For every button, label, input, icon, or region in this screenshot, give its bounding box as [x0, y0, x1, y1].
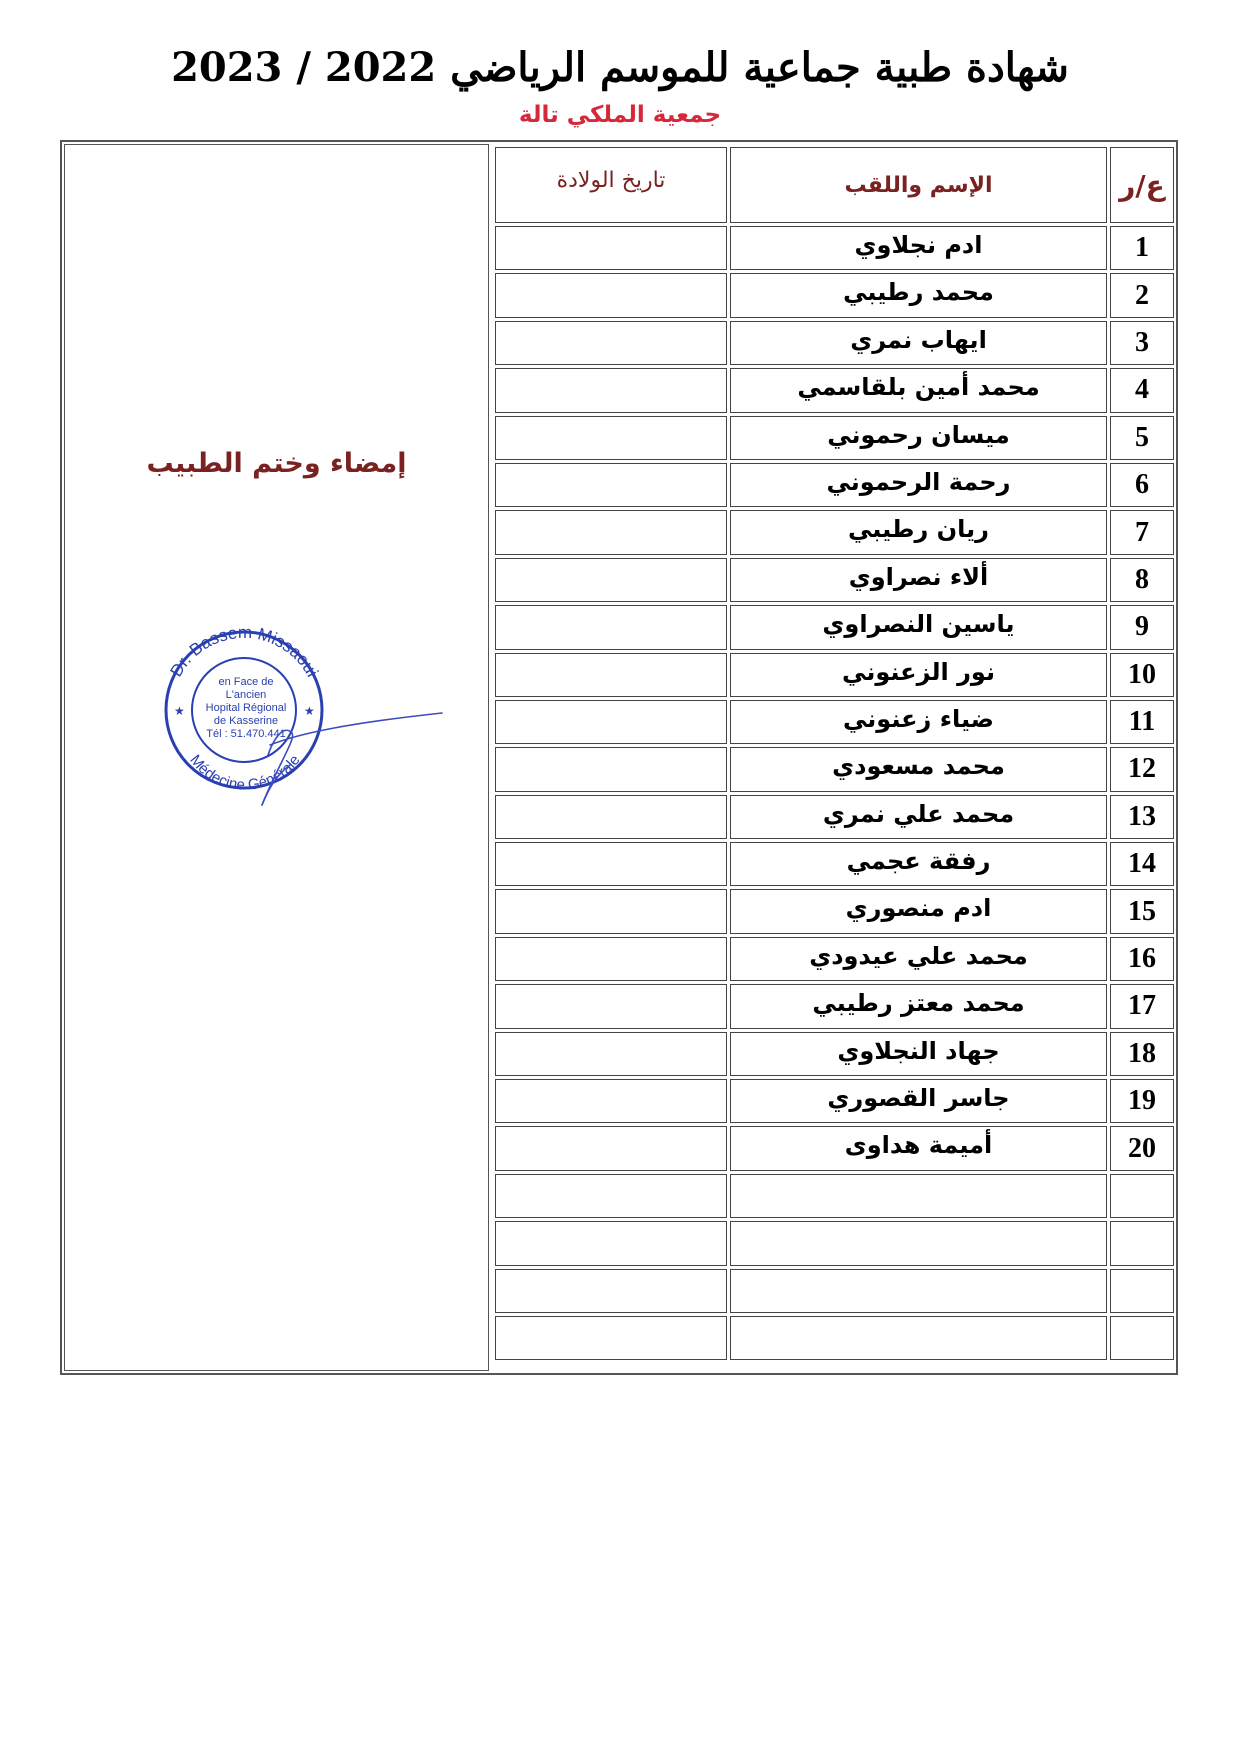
table-row: [495, 226, 1174, 270]
birth-date-cell: [495, 558, 727, 602]
table-row: [495, 463, 1174, 507]
row-number-cell: [1110, 1269, 1174, 1313]
row-number-cell: 17: [1110, 984, 1174, 1028]
stamp-line: Tél : 51.470.441: [206, 728, 286, 740]
player-name-cell: محمد مسعودي: [730, 747, 1107, 791]
row-number-cell: 19: [1110, 1079, 1174, 1123]
birth-date-cell: [495, 700, 727, 744]
row-number-cell: 20: [1110, 1126, 1174, 1170]
birth-date-cell: [495, 605, 727, 649]
row-number-cell: 7: [1110, 510, 1174, 554]
birth-date-cell: [495, 937, 727, 981]
row-number-cell: 2: [1110, 273, 1174, 317]
birth-date-cell: [495, 653, 727, 697]
table-row: [495, 700, 1174, 744]
stamp-line: en Face de: [218, 676, 274, 688]
row-number-cell: 14: [1110, 842, 1174, 886]
table-row: [495, 321, 1174, 365]
row-number-cell: 1: [1110, 226, 1174, 270]
header-name: الإسم واللقب: [730, 147, 1107, 223]
doctor-stamp: [150, 615, 450, 815]
club-name: جمعية الملكي تالة: [518, 102, 722, 128]
table-row: [495, 1269, 1174, 1313]
row-number-cell: 16: [1110, 937, 1174, 981]
player-name-cell: ياسين النصراوي: [730, 605, 1107, 649]
birth-date-cell: [495, 368, 727, 412]
birth-date-cell: [495, 1174, 727, 1218]
stamp-line: L'ancien: [225, 689, 267, 701]
table-row: [495, 889, 1174, 933]
table-row: [495, 1316, 1174, 1360]
svg-text:★: ★: [174, 704, 185, 718]
birth-date-cell: [495, 1316, 727, 1360]
player-name-cell: نور الزعنوني: [730, 653, 1107, 697]
table-row: [495, 1221, 1174, 1265]
table-row: [495, 558, 1174, 602]
stamp-line: Hopital Régional: [205, 702, 287, 714]
table-row: [495, 1174, 1174, 1218]
stamp-line: de Kasserine: [213, 715, 279, 727]
header-row: [495, 147, 1174, 223]
row-number-cell: [1110, 1174, 1174, 1218]
birth-date-cell: [495, 1032, 727, 1076]
player-name-cell: محمد علي نمري: [730, 795, 1107, 839]
player-name-cell: [730, 1174, 1107, 1218]
table-row: [495, 937, 1174, 981]
row-number-cell: 9: [1110, 605, 1174, 649]
table-row: [495, 842, 1174, 886]
birth-date-cell: [495, 1221, 727, 1265]
table-row: [495, 416, 1174, 460]
document-title: شهادة طبية جماعية للموسم الرياضي 2022 / 2023: [171, 44, 1069, 91]
player-name-cell: ادم منصوري: [730, 889, 1107, 933]
birth-date-cell: [495, 226, 727, 270]
player-name-cell: محمد أمين بلقاسمي: [730, 368, 1107, 412]
player-name-cell: محمد معتز رطيبي: [730, 984, 1107, 1028]
player-name-cell: [730, 1269, 1107, 1313]
birth-date-cell: [495, 321, 727, 365]
row-number-cell: 18: [1110, 1032, 1174, 1076]
birth-date-cell: [495, 510, 727, 554]
player-name-cell: ايهاب نمري: [730, 321, 1107, 365]
player-name-cell: رفقة عجمي: [730, 842, 1107, 886]
table-row: [495, 1126, 1174, 1170]
stamp-specialty: Médecine Générale: [186, 751, 304, 794]
players-table: [492, 144, 1177, 1363]
birth-date-cell: [495, 273, 727, 317]
player-name-cell: [730, 1221, 1107, 1265]
birth-date-cell: [495, 842, 727, 886]
table-row: [495, 747, 1174, 791]
header-birth-date: تاريخ الولادة: [495, 147, 727, 223]
birth-date-cell: [495, 984, 727, 1028]
birth-date-cell: [495, 1079, 727, 1123]
row-number-cell: 4: [1110, 368, 1174, 412]
table-row: [495, 653, 1174, 697]
table-row: [495, 795, 1174, 839]
birth-date-cell: [495, 1269, 727, 1313]
player-name-cell: محمد رطيبي: [730, 273, 1107, 317]
table-row: [495, 368, 1174, 412]
birth-date-cell: [495, 795, 727, 839]
row-number-cell: 15: [1110, 889, 1174, 933]
svg-text:★: ★: [304, 704, 315, 718]
row-number-cell: 6: [1110, 463, 1174, 507]
table-row: [495, 273, 1174, 317]
birth-date-cell: [495, 1126, 727, 1170]
player-name-cell: [730, 1316, 1107, 1360]
table-row: [495, 1032, 1174, 1076]
row-number-cell: 10: [1110, 653, 1174, 697]
birth-date-cell: [495, 416, 727, 460]
player-name-cell: جاسر القصوري: [730, 1079, 1107, 1123]
table-row: [495, 605, 1174, 649]
player-name-cell: أميمة هداوى: [730, 1126, 1107, 1170]
stamp-doctor-name: Dr. Bassem Missaoui: [166, 622, 322, 681]
row-number-cell: 3: [1110, 321, 1174, 365]
row-number-cell: [1110, 1221, 1174, 1265]
row-number-cell: 11: [1110, 700, 1174, 744]
player-name-cell: ريان رطيبي: [730, 510, 1107, 554]
row-number-cell: 12: [1110, 747, 1174, 791]
table-row: [495, 510, 1174, 554]
player-name-cell: ميسان رحموني: [730, 416, 1107, 460]
player-name-cell: جهاد النجلاوي: [730, 1032, 1107, 1076]
birth-date-cell: [495, 747, 727, 791]
table-row: [495, 1079, 1174, 1123]
table-row: [495, 984, 1174, 1028]
birth-date-cell: [495, 889, 727, 933]
signature-label: إمضاء وختم الطبيب: [146, 448, 407, 479]
header-number: ع/ر: [1110, 147, 1174, 223]
row-number-cell: 8: [1110, 558, 1174, 602]
row-number-cell: 13: [1110, 795, 1174, 839]
player-name-cell: ادم نجلاوي: [730, 226, 1107, 270]
row-number-cell: [1110, 1316, 1174, 1360]
player-name-cell: محمد علي عيدودي: [730, 937, 1107, 981]
birth-date-cell: [495, 463, 727, 507]
player-name-cell: رحمة الرحموني: [730, 463, 1107, 507]
row-number-cell: 5: [1110, 416, 1174, 460]
player-name-cell: ضياء زعنوني: [730, 700, 1107, 744]
player-name-cell: ألاء نصراوي: [730, 558, 1107, 602]
